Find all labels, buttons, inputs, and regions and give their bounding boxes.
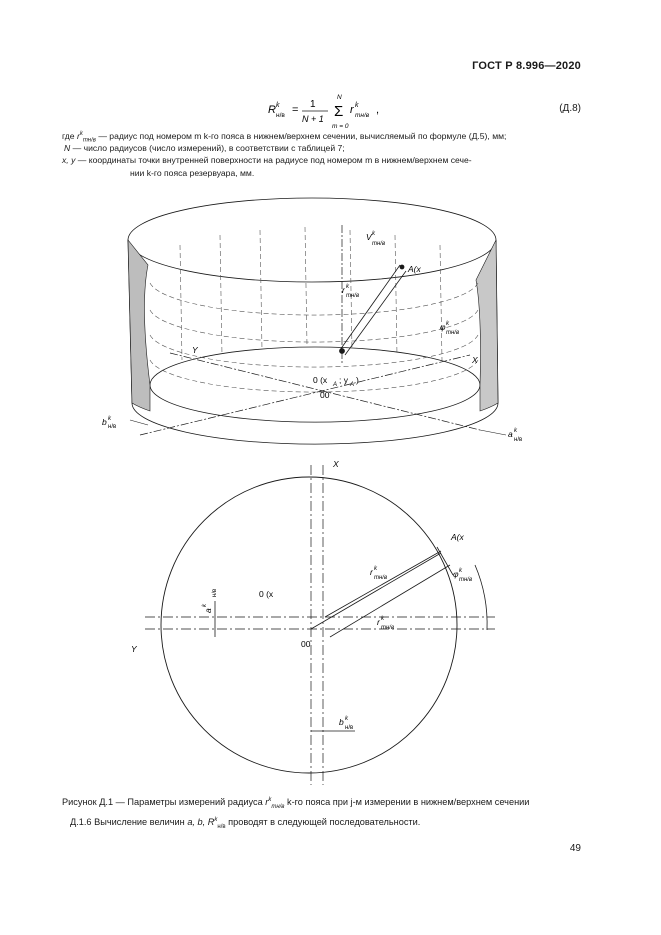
label-phi: φ — [440, 322, 446, 332]
formula-frac-num: 1 — [310, 99, 316, 110]
label-origin-sub: A — [333, 382, 338, 388]
grid-vline-1 — [180, 245, 182, 360]
formula-lhs-sub: н/в — [276, 112, 285, 119]
def-n-sym: N — [64, 143, 71, 153]
label-origin-2: ; y — [339, 375, 348, 385]
para-sub: н/в — [217, 823, 226, 830]
def-r-sup: k — [79, 131, 83, 137]
point-a-dot — [400, 265, 404, 269]
para-sup: k — [214, 817, 218, 823]
label-r-sub: mн/в — [346, 293, 360, 299]
tank-circle — [161, 477, 457, 773]
label-x-axis: X — [333, 459, 339, 469]
formula-eq: = — [292, 104, 299, 116]
radius-r-line — [325, 551, 441, 617]
label-r-lower-sub: mн/в — [381, 625, 395, 631]
label-r-upper-sub: mн/в — [374, 575, 388, 581]
formula-sum: Σ — [334, 103, 344, 120]
label-b: b — [339, 717, 344, 727]
standard-header: ГОСТ Р 8.996—2020 — [472, 60, 581, 72]
label-point-a: A(x — [451, 532, 464, 542]
label-phi-sub: mн/в — [459, 577, 473, 583]
definition-xy-cont — [130, 167, 610, 179]
grid-ring-3 — [150, 335, 478, 367]
paragraph-d16 — [70, 817, 420, 830]
formula-frac-den: N + 1 — [302, 114, 324, 124]
caption-sym: r — [265, 797, 269, 808]
grid-vline-4 — [305, 227, 307, 345]
tangent-mark — [437, 547, 453, 575]
label-b: b — [102, 417, 107, 427]
radius-main — [311, 553, 441, 629]
tank-top-rim — [128, 198, 496, 282]
formula-end: , — [376, 104, 380, 116]
label-oo: 00 — [320, 390, 330, 400]
grid-vline-5 — [350, 230, 352, 350]
label-origin: 0 (x — [259, 589, 274, 599]
formula-term: r — [350, 104, 354, 116]
def-r-sub: mн/в — [82, 137, 96, 144]
para-suffix: проводят в следующей последовательности. — [228, 817, 421, 828]
grid-vline-2 — [220, 235, 222, 355]
formula-sum-top: N — [337, 94, 342, 101]
label-origin-sub-2: A — [350, 382, 355, 388]
label-y-axis: Y — [192, 345, 198, 355]
def-xy-text-1: — координаты точки внутренней поверхности на радиусе под номером m в нижнем/верхнем сече- — [77, 155, 472, 165]
dim-a-line — [480, 430, 506, 435]
para-symbols: a, b, R — [187, 817, 215, 828]
label-phi: φ — [453, 569, 459, 579]
label-phi-sup: k — [459, 568, 462, 574]
grid-vline-3 — [260, 230, 262, 350]
formula-d8 — [262, 90, 422, 132]
label-a-sup: k — [202, 604, 208, 607]
definition-n — [64, 142, 624, 154]
label-phi-sub: mн/в — [446, 330, 460, 336]
definition-xy — [62, 154, 622, 166]
def-xy-text-2: нии k-го пояса резервуара, мм. — [130, 168, 255, 178]
label-r-lower: r — [377, 617, 380, 627]
label-a: a — [203, 608, 213, 613]
label-r-upper-sup: k — [374, 566, 377, 572]
label-r: r — [342, 285, 345, 295]
figure-tank-3d — [102, 185, 550, 450]
origin-dot — [340, 349, 345, 354]
label-r-sup: k — [346, 284, 349, 290]
formula-lhs: R — [268, 104, 276, 116]
caption-prefix: Рисунок Д.1 — Параметры измерений радиуса — [62, 797, 263, 808]
label-phi-sup: k — [446, 321, 449, 327]
label-y-axis: Y — [131, 644, 137, 654]
def-r-sym: r — [76, 130, 80, 141]
label-point-a: A(x — [408, 264, 421, 274]
formula-lhs-sup: k — [276, 102, 280, 109]
grid-ring-1 — [150, 283, 478, 315]
label-x-axis: X — [472, 355, 478, 365]
where-word: где — [62, 130, 75, 141]
figure-plan-view — [115, 455, 505, 790]
def-r-text: — радиус под номером m k-го пояса в нижнем/верхнем сечении, вычисляемый по формуле (Д.5), мм; — [98, 130, 507, 141]
def-xy-sym: x, y — [62, 155, 76, 165]
label-origin-3: ) — [356, 375, 359, 385]
label-b-sup: k — [108, 416, 111, 422]
formula-term-sub: mн/в — [355, 112, 370, 119]
label-origin: 0 (x — [313, 375, 328, 385]
def-n-text: — число радиусов (число измерений), в соответствии с таблицей 7; — [72, 143, 345, 153]
page-number: 49 — [569, 843, 581, 854]
wall-shade-right — [476, 240, 498, 411]
label-b-sub: н/в — [345, 725, 354, 731]
caption-suffix: k-го пояса при j-м измерении в нижнем/верхнем сечении — [287, 797, 530, 808]
label-r-upper: r — [370, 567, 373, 577]
label-b-sub: н/в — [108, 424, 117, 430]
label-b-sup: k — [345, 716, 348, 722]
label-a-sup: k — [514, 428, 517, 434]
formula-sum-bottom: m = 0 — [332, 123, 349, 130]
label-v: V — [366, 232, 372, 242]
wall-shade-left — [128, 240, 150, 411]
label-a: a — [508, 429, 513, 439]
caption-sup: k — [268, 797, 272, 803]
label-v-sub: mн/в — [372, 241, 386, 247]
caption-sub: mн/в — [271, 803, 285, 810]
label-oo: 00 — [301, 639, 311, 649]
formula-term-sup: k — [355, 102, 359, 109]
figure-caption — [62, 797, 529, 810]
dim-b-line — [130, 420, 148, 425]
label-a-sub: н/в — [212, 588, 218, 597]
para-prefix: Д.1.6 Вычисление величин — [70, 817, 185, 828]
radius-vector — [340, 265, 400, 350]
phi-arc — [475, 565, 487, 630]
equation-number: (Д.8) — [559, 103, 581, 114]
label-v-sup: k — [372, 231, 375, 237]
label-a-sub: н/в — [514, 437, 523, 443]
label-r-lower-sup: k — [381, 616, 384, 622]
